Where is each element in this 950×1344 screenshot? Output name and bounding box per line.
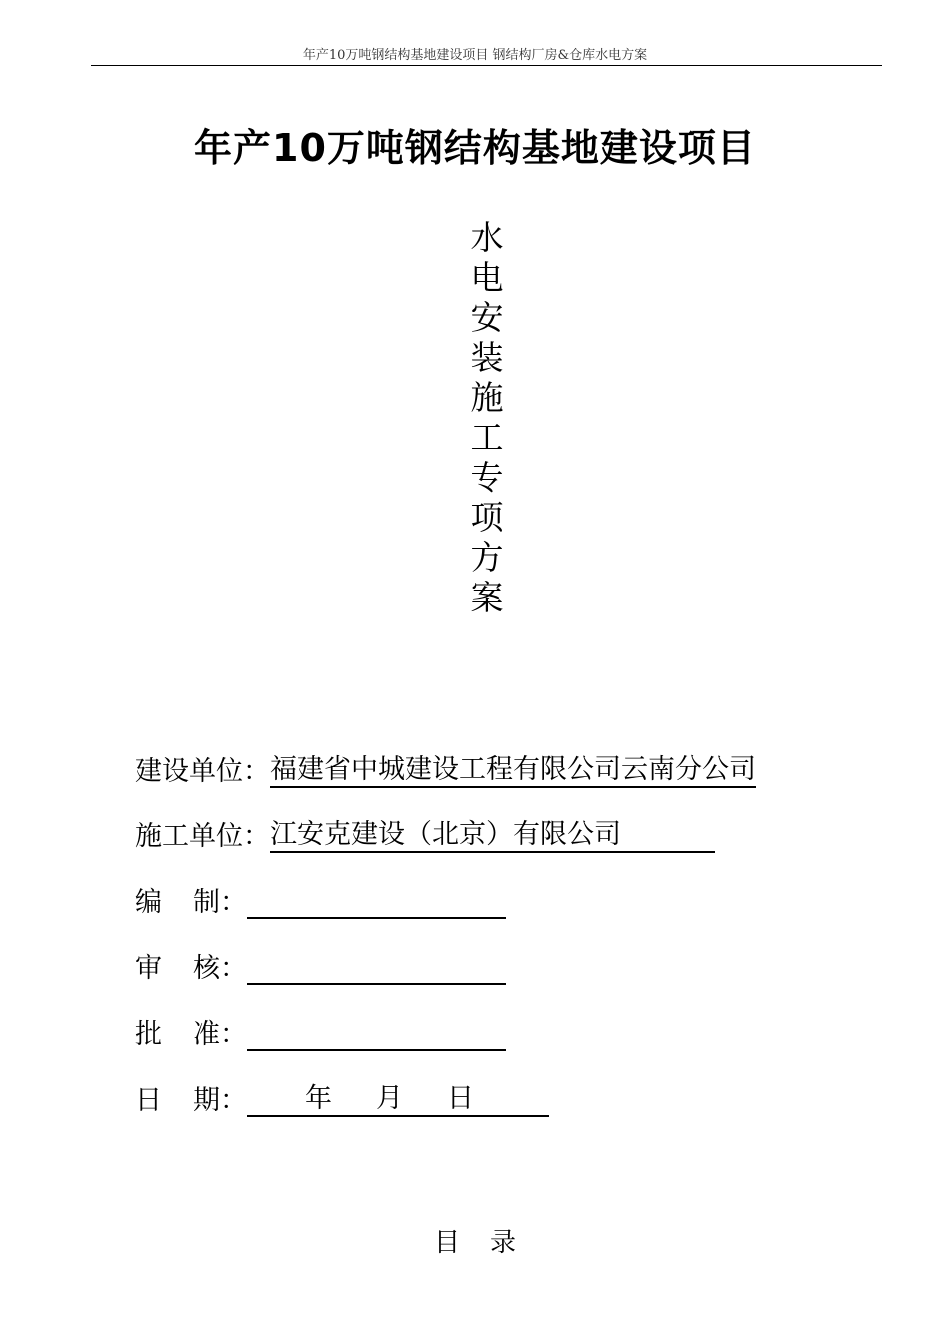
contractor-value: 江安克建设（北京）有限公司 [270,819,715,853]
date-month: 月 [376,1083,403,1114]
owner-row [135,752,756,788]
compile-row [135,883,506,919]
owner-label: 建设单位： [135,756,270,787]
date-row [135,1081,549,1117]
approve-label-b: 准： [193,1019,247,1050]
date-year: 年 [305,1083,332,1114]
document-title: 年产10万吨钢结构基地建设项目 [194,126,756,170]
compile-label [135,880,247,919]
vertical-subtitle [465,218,509,618]
approve-label-a: 批 [135,1019,162,1050]
approve-label [135,1012,247,1051]
review-label-a: 审 [135,953,162,984]
date-blank [247,1083,549,1117]
date-label-b: 期： [193,1085,247,1116]
subtitle-char: 装 [470,338,504,377]
contractor-row [135,817,715,853]
review-label [135,946,247,985]
header-divider [91,65,882,66]
owner-value: 福建省中城建设工程有限公司云南分公司 [270,754,756,788]
subtitle-char: 施 [470,378,504,417]
contractor-label: 施工单位： [135,821,270,852]
subtitle-char: 案 [470,578,504,617]
approve-row [135,1015,506,1051]
subtitle-char: 方 [470,538,504,577]
subtitle-char: 电 [470,258,504,297]
subtitle-char: 安 [470,298,504,337]
subtitle-char: 项 [470,498,504,537]
date-day: 日 [447,1083,474,1114]
approve-blank [247,1019,506,1051]
compile-label-b: 制： [193,887,247,918]
subtitle-char: 水 [470,218,504,257]
subtitle-char: 工 [470,418,504,457]
compile-blank [247,887,506,919]
review-blank [247,953,506,985]
review-label-b: 核： [193,953,247,984]
date-label-a: 日 [135,1085,162,1116]
review-row [135,949,506,985]
toc-heading: 目录 [433,1228,546,1258]
running-header: 年产10万吨钢结构基地建设项目 钢结构厂房&仓库水电方案 [302,48,648,63]
subtitle-char: 专 [470,458,504,497]
compile-label-a: 编 [135,887,162,918]
date-label [135,1078,247,1117]
